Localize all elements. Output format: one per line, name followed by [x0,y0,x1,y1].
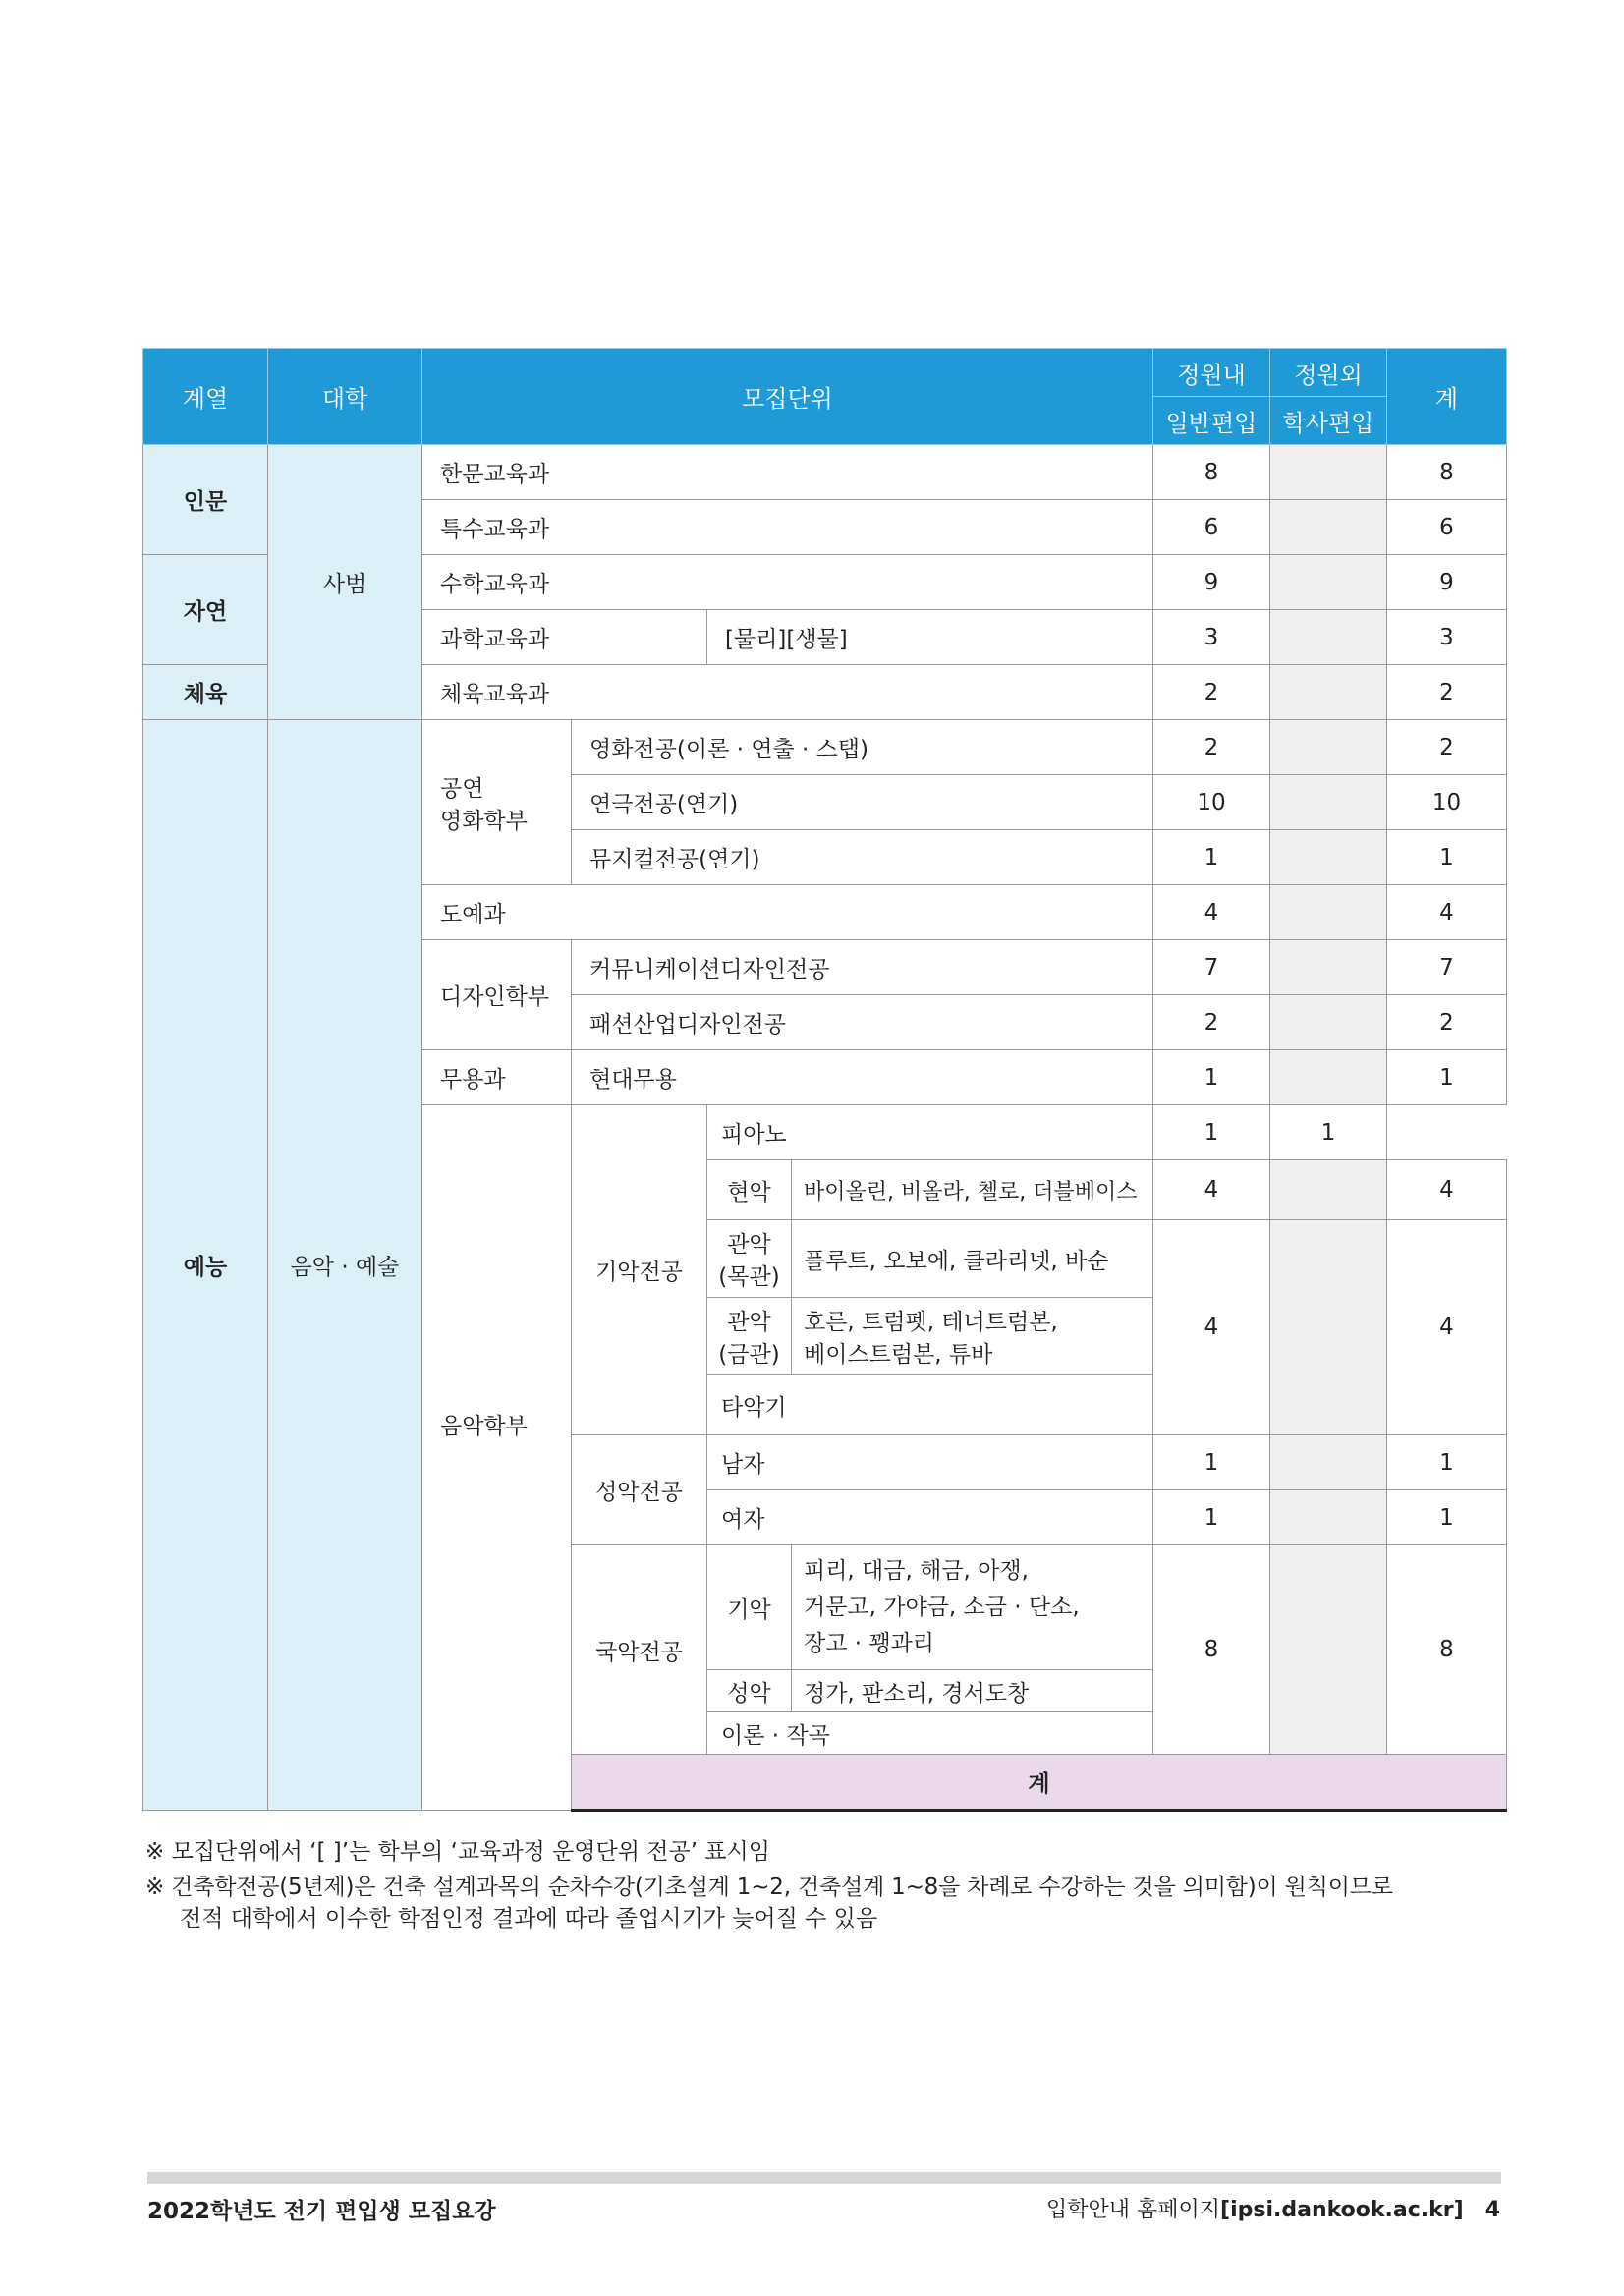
note-brackets: ※ 모집단위에서 ‘[ ]’는 학부의 ‘교육과정 운영단위 전공’ 표시임 [145,1839,770,1865]
footer-url-link[interactable]: [ipsi.dankook.ac.kr] [1220,2198,1464,2222]
unit-cell: 도예과 [422,885,1153,940]
bachelor-count [1270,885,1387,940]
major-cell: 패션산업디자인전공 [572,995,1153,1050]
header-college: 대학 [268,349,422,445]
instrument-list: 바이올린, 비올라, 첼로, 더블베이스 [792,1160,1153,1220]
note-architecture: ※ 건축학전공(5년제)은 건축 설계과목의 순차수강(기초설계 1~2, 건축설계 1~8을 차례로 수강하는 것을 의미함)이 원칙이므로 [145,1875,1393,1900]
sub-major-line: (목관) [718,1264,780,1290]
bachelor-count [1270,1160,1387,1220]
bachelor-count [1270,555,1387,610]
bachelor-count [1270,1435,1387,1490]
instrument-line: 베이스트럼본, 튜바 [804,1342,993,1368]
total-count: 10 [1387,775,1507,830]
instrument-list [792,1298,1153,1375]
category-cell: 인문 [143,445,268,555]
major-cell: 국악전공 [572,1545,707,1755]
sub-major-cell [707,1298,792,1375]
bachelor-count [1270,720,1387,775]
instrument-list [792,1545,1153,1670]
sub-major-cell: 성악 [707,1670,792,1712]
instrument-line: 거문고, 가야금, 소금 · 단소, [804,1594,1080,1620]
sub-major-cell: 남자 [707,1435,1153,1490]
major-cell: 현대무용 [572,1050,1153,1105]
general-count: 6 [1153,500,1270,555]
total-count: 2 [1387,720,1507,775]
instrument-line: 장고 · 꽹과리 [804,1630,935,1656]
college-cell: 사범 [268,445,422,720]
header-outquota: 정원외 [1270,349,1387,397]
general-count: 1 [1153,830,1270,885]
bachelor-count [1270,1490,1387,1545]
bachelor-count [1270,1220,1387,1435]
header-inquota: 정원내 [1153,349,1270,397]
major-cell: 성악전공 [572,1435,707,1545]
unit-cell: 과학교육과 [422,610,707,665]
unit-cell: 무용과 [422,1050,572,1105]
general-count: 10 [1153,775,1270,830]
total-count: 8 [1387,445,1507,500]
total-count: 1 [1387,1490,1507,1545]
general-count: 4 [1153,885,1270,940]
unit-cell: 한문교육과 [422,445,1153,500]
unit-cell: 음악학부 [422,1105,572,1811]
total-count: 2 [1387,995,1507,1050]
footer-bar [147,2172,1501,2184]
category-cell: 자연 [143,555,268,665]
instrument-line: 호른, 트럼펫, 테너트럼본, [804,1310,1058,1335]
total-count: 8 [1387,1545,1507,1755]
major-cell: 기악전공 [572,1105,707,1435]
total-count: 6 [1387,500,1507,555]
major-cell: 연극전공(연기) [572,775,1153,830]
general-count: 8 [1153,1545,1270,1755]
general-count: 9 [1153,555,1270,610]
sub-major-cell [707,1220,792,1298]
major-cell: 뮤지컬전공(연기) [572,830,1153,885]
total-count: 4 [1387,1220,1507,1435]
sub-major-cell: 현악 [707,1160,792,1220]
sub-major-cell: 피아노 [707,1105,1153,1160]
footer-title: 2022학년도 전기 편입생 모집요강 [147,2199,496,2224]
general-count: 4 [1153,1220,1270,1435]
college-cell: 음악 · 예술 [268,720,422,1811]
total-count: 7 [1387,940,1507,995]
general-count: 2 [1153,995,1270,1050]
total-count: 3 [1387,610,1507,665]
bachelor-count [1270,500,1387,555]
bachelor-count [1270,995,1387,1050]
major-cell: 영화전공(이론 · 연출 · 스탭) [572,720,1153,775]
bachelor-count [1270,775,1387,830]
bachelor-count [1270,610,1387,665]
total-count: 9 [1387,555,1507,610]
unit-line: 영화학부 [440,808,528,834]
general-count: 8 [1153,445,1270,500]
footer-homepage-label: 입학안내 홈페이지 [1046,2198,1221,2222]
bachelor-count [1270,445,1387,500]
general-count: 1 [1153,1050,1270,1105]
unit-cell: 디자인학부 [422,940,572,1050]
sub-major-line: (금관) [718,1342,780,1368]
total-count: 2 [1387,665,1507,720]
unit-cell: 수학교육과 [422,555,1153,610]
bachelor-count [1270,830,1387,885]
sub-major-cell: 타악기 [707,1375,1153,1435]
table-row [143,445,1507,500]
total-count: 4 [1387,885,1507,940]
general-count: 2 [1153,665,1270,720]
page-number: 4 [1484,2198,1500,2222]
bachelor-count [1270,940,1387,995]
instrument-line: 피리, 대금, 해금, 아쟁, [804,1557,1029,1584]
sub-major-line: 관악 [727,1310,771,1335]
general-count: 1 [1153,1490,1270,1545]
total-count: 1 [1387,830,1507,885]
bachelor-count [1270,1545,1387,1755]
table-row [143,720,1507,775]
sub-major-cell: 여자 [707,1490,1153,1545]
category-cell: 예능 [143,720,268,1811]
sub-unit-cell: [물리][생물] [707,610,1153,665]
total-count: 1 [1387,1050,1507,1105]
unit-line: 공연 [440,775,484,802]
recruitment-table [142,348,1507,1812]
header-general: 일반편입 [1153,397,1270,445]
sub-major-cell: 이론 · 작곡 [707,1712,1153,1755]
bachelor-count [1270,665,1387,720]
header-category: 계열 [143,349,268,445]
bachelor-count [1270,1050,1387,1105]
general-count: 7 [1153,940,1270,995]
unit-cell: 체육교육과 [422,665,1153,720]
general-count: 3 [1153,610,1270,665]
total-count: 4 [1387,1160,1507,1220]
header-unit: 모집단위 [422,349,1153,445]
footer-right [1046,2193,1500,2223]
instrument-list: 정가, 판소리, 경서도창 [792,1670,1153,1712]
header-total: 계 [1387,349,1507,445]
general-count: 1 [1153,1105,1270,1160]
total-count: 1 [1387,1435,1507,1490]
general-count: 2 [1153,720,1270,775]
general-count: 1 [1153,1435,1270,1490]
sub-major-cell: 기악 [707,1545,792,1670]
unit-cell: 특수교육과 [422,500,1153,555]
note-architecture-cont: 전적 대학에서 이수한 학점인정 결과에 따라 졸업시기가 늦어질 수 있음 [180,1906,878,1932]
total-count: 1 [1270,1105,1387,1160]
major-cell: 커뮤니케이션디자인전공 [572,940,1153,995]
total-label: 계 [572,1755,1507,1811]
category-cell: 체육 [143,665,268,720]
instrument-list: 플루트, 오보에, 클라리넷, 바순 [792,1220,1153,1298]
unit-cell [422,720,572,885]
general-count: 4 [1153,1160,1270,1220]
sub-major-line: 관악 [727,1232,771,1258]
header-bachelor: 학사편입 [1270,397,1387,445]
